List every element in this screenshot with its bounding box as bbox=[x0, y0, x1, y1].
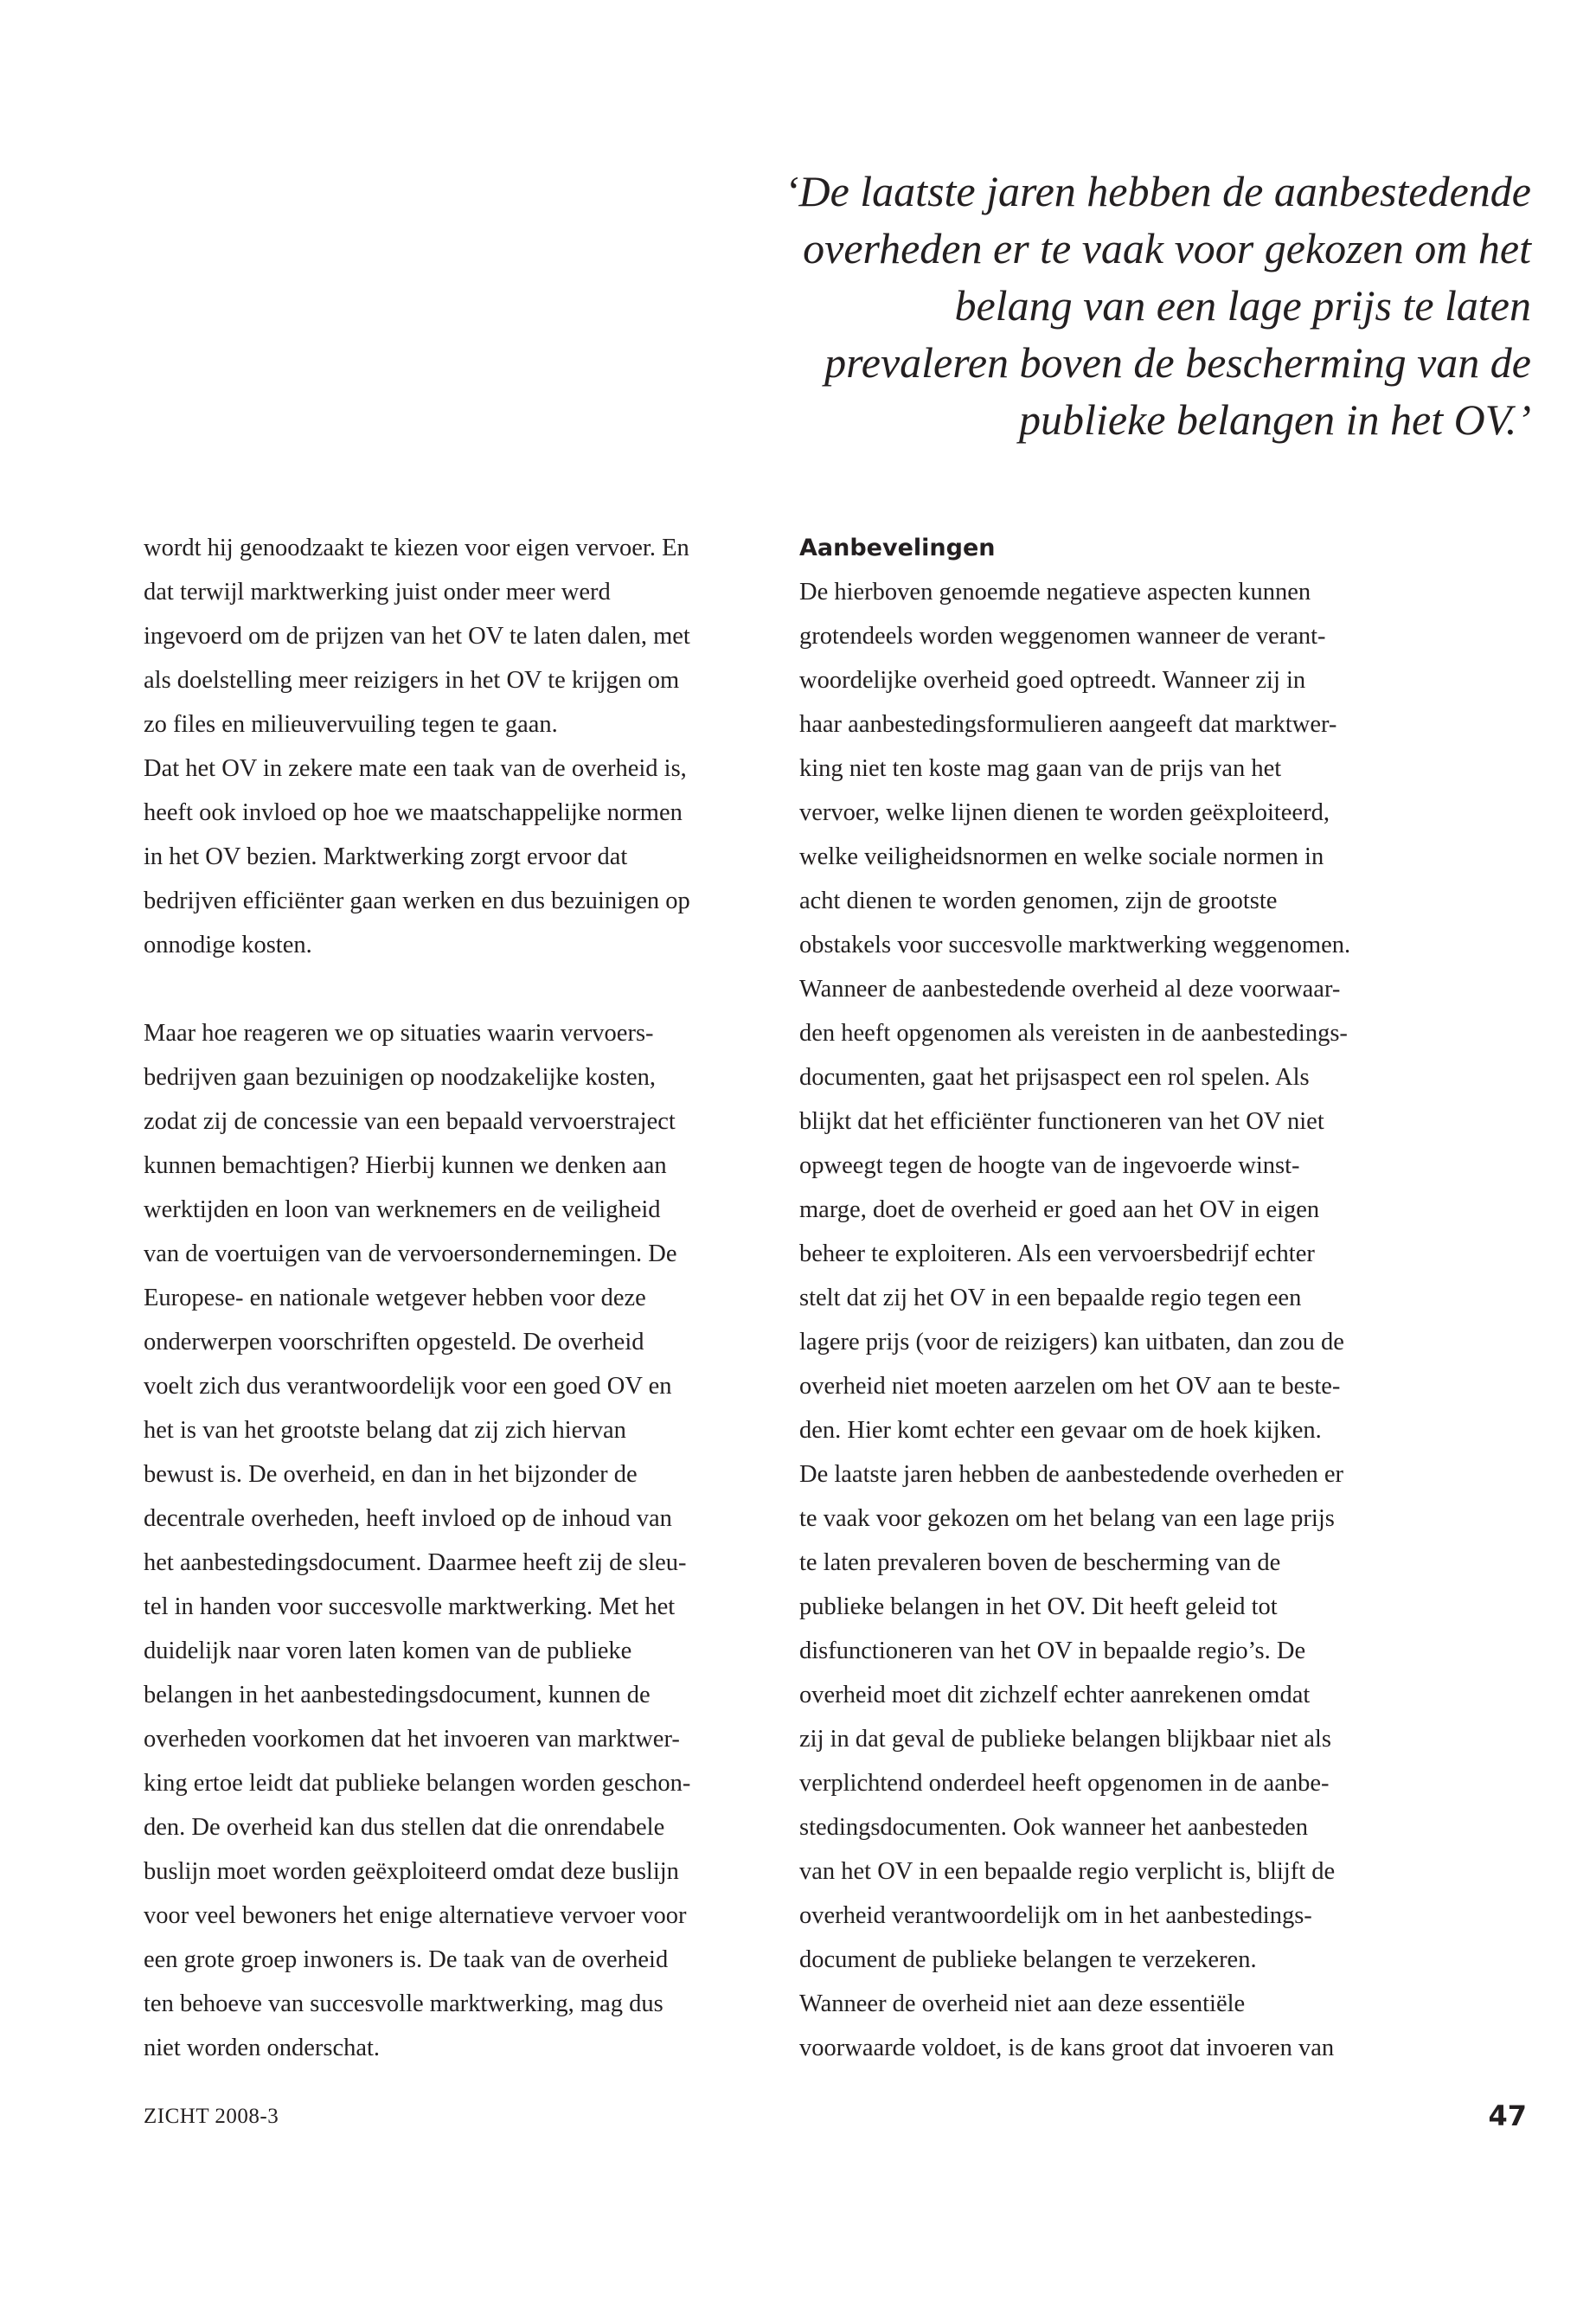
text-line: voor veel bewoners het enige alternatieve vervoer voor bbox=[144, 1902, 687, 1929]
text-line: overheden voorkomen dat het invoeren van marktwer- bbox=[144, 1726, 680, 1753]
text-line: het is van het grootste belang dat zij zich hiervan bbox=[144, 1417, 626, 1444]
text-line: den. De overheid kan dus stellen dat die onrendabele bbox=[144, 1814, 665, 1841]
text-line: grotendeels worden weggenomen wanneer de verant- bbox=[799, 623, 1326, 650]
page-number: 47 bbox=[1488, 2099, 1527, 2132]
text-line: blijkt dat het efficiënter functioneren van het OV niet bbox=[799, 1108, 1324, 1135]
text-line: stedingsdocumenten. Ook wanneer het aanbesteden bbox=[799, 1814, 1309, 1841]
text-line: verplichtend onderdeel heeft opgenomen in de aanbe- bbox=[799, 1770, 1330, 1797]
text-line: document de publieke belangen te verzekeren. bbox=[799, 1946, 1257, 1973]
text-line: zo files en milieuvervuiling tegen te gaan. bbox=[144, 711, 558, 738]
text-line: kunnen bemachtigen? Hierbij kunnen we denken aan bbox=[144, 1152, 667, 1179]
text-line: vervoer, welke lijnen dienen te worden geëxploiteerd, bbox=[799, 799, 1330, 826]
text-line: zij in dat geval de publieke belangen blijkbaar niet als bbox=[799, 1726, 1331, 1753]
text-line: belangen in het aanbestedingsdocument, kunnen de bbox=[144, 1682, 651, 1708]
text-line: den heeft opgenomen als vereisten in de aanbestedings- bbox=[799, 1020, 1348, 1047]
text-line: buslijn moet worden geëxploiteerd omdat deze buslijn bbox=[144, 1858, 679, 1885]
text-line: marge, doet de overheid er goed aan het OV in eigen bbox=[799, 1196, 1320, 1223]
right-column bbox=[799, 526, 1405, 2070]
text-line: wordt hij genoodzaakt te kiezen voor eigen vervoer. En bbox=[144, 535, 689, 561]
paragraph-2 bbox=[144, 747, 749, 967]
text-line: tel in handen voor succesvolle marktwerking. Met het bbox=[144, 1593, 676, 1620]
text-line: overheid niet moeten aarzelen om het OV aan te beste- bbox=[799, 1373, 1341, 1400]
text-line: decentrale overheden, heeft invloed op de inhoud van bbox=[144, 1505, 672, 1532]
text-line: in het OV bezien. Marktwerking zorgt ervoor dat bbox=[144, 843, 628, 870]
text-line: stelt dat zij het OV in een bepaalde regio tegen een bbox=[799, 1285, 1302, 1311]
text-line: overheid moet dit zichzelf echter aanrekenen omdat bbox=[799, 1682, 1311, 1708]
text-line: De laatste jaren hebben de aanbestedende overheden er bbox=[799, 1461, 1344, 1488]
text-line: lagere prijs (voor de reizigers) kan uitbaten, dan zou de bbox=[799, 1329, 1344, 1356]
paragraph-3 bbox=[144, 1011, 749, 2070]
text-line: Wanneer de aanbestedende overheid al deze voorwaar- bbox=[799, 976, 1341, 1003]
text-line: haar aanbestedingsformulieren aangeeft dat marktwer- bbox=[799, 711, 1337, 738]
paragraph-gap bbox=[144, 967, 749, 1011]
text-line: obstakels voor succesvolle marktwerking weggenomen. bbox=[799, 932, 1351, 958]
pull-quote bbox=[761, 163, 1531, 448]
text-line: dat terwijl marktwerking juist onder meer werd bbox=[144, 579, 611, 606]
pull-quote-line: publieke belangen in het OV.’ bbox=[1019, 395, 1531, 444]
text-line: Maar hoe reageren we op situaties waarin vervoers- bbox=[144, 1020, 654, 1047]
text-line: De hierboven genoemde negatieve aspecten kunnen bbox=[799, 579, 1311, 606]
text-line: heeft ook invloed op hoe we maatschappelijke normen bbox=[144, 799, 683, 826]
text-line: van de voertuigen van de vervoersondernemingen. De bbox=[144, 1240, 677, 1267]
text-line: disfunctioneren van het OV in bepaalde regio’s. De bbox=[799, 1638, 1306, 1664]
pull-quote-line: overheden er te vaak voor gekozen om het bbox=[803, 224, 1531, 272]
text-line: welke veiligheidsnormen en welke sociale normen in bbox=[799, 843, 1324, 870]
text-line: te laten prevaleren boven de bescherming van de bbox=[799, 1549, 1281, 1576]
left-column bbox=[144, 526, 749, 2070]
text-line: onderwerpen voorschriften opgesteld. De overheid bbox=[144, 1329, 644, 1356]
text-line: ten behoeve van succesvolle marktwerking, mag dus bbox=[144, 1990, 663, 2017]
text-line: van het OV in een bepaalde regio verplicht is, blijft de bbox=[799, 1858, 1336, 1885]
text-line: bewust is. De overheid, en dan in het bijzonder de bbox=[144, 1461, 638, 1488]
text-line: Dat het OV in zekere mate een taak van de overheid is, bbox=[144, 755, 687, 782]
text-line: Europese- en nationale wetgever hebben voor deze bbox=[144, 1285, 646, 1311]
pull-quote-line: ‘De laatste jaren hebben de aanbestedende bbox=[784, 167, 1531, 215]
text-line: opweegt tegen de hoogte van de ingevoerde winst- bbox=[799, 1152, 1300, 1179]
text-line: documenten, gaat het prijsaspect een rol spelen. Als bbox=[799, 1064, 1310, 1091]
text-line: overheid verantwoordelijk om in het aanbestedings- bbox=[799, 1902, 1312, 1929]
text-line: niet worden onderschat. bbox=[144, 2035, 381, 2061]
text-line: ingevoerd om de prijzen van het OV te laten dalen, met bbox=[144, 623, 690, 650]
text-line: voorwaarde voldoet, is de kans groot dat invoeren van bbox=[799, 2035, 1335, 2061]
section-heading: Aanbevelingen bbox=[799, 535, 996, 561]
paragraph-1 bbox=[144, 526, 749, 747]
text-line: acht dienen te worden genomen, zijn de grootste bbox=[799, 888, 1278, 914]
text-line: bedrijven efficiënter gaan werken en dus bezuinigen op bbox=[144, 888, 690, 914]
text-line: woordelijke overheid goed optreedt. Wanneer zij in bbox=[799, 667, 1306, 694]
publication-footer: ZICHT 2008-3 bbox=[144, 2105, 279, 2128]
text-line: duidelijk naar voren laten komen van de publieke bbox=[144, 1638, 632, 1664]
pull-quote-line: belang van een lage prijs te laten bbox=[954, 281, 1531, 330]
text-line: onnodige kosten. bbox=[144, 932, 312, 958]
text-line: bedrijven gaan bezuinigen op noodzakelijke kosten, bbox=[144, 1064, 656, 1091]
text-line: Wanneer de overheid niet aan deze essentiële bbox=[799, 1990, 1246, 2017]
text-line: het aanbestedingsdocument. Daarmee heeft zij de sleu- bbox=[144, 1549, 687, 1576]
text-line: king ertoe leidt dat publieke belangen worden geschon- bbox=[144, 1770, 691, 1797]
text-line: beheer te exploiteren. Als een vervoersbedrijf echter bbox=[799, 1240, 1315, 1267]
text-line: een grote groep inwoners is. De taak van de overheid bbox=[144, 1946, 669, 1973]
text-line: king niet ten koste mag gaan van de prijs van het bbox=[799, 755, 1282, 782]
text-line: te vaak voor gekozen om het belang van een lage prijs bbox=[799, 1505, 1335, 1532]
text-line: den. Hier komt echter een gevaar om de hoek kijken. bbox=[799, 1417, 1322, 1444]
text-line: publieke belangen in het OV. Dit heeft geleid tot bbox=[799, 1593, 1278, 1620]
recommendations-paragraph bbox=[799, 570, 1405, 2070]
text-line: zodat zij de concessie van een bepaald vervoerstraject bbox=[144, 1108, 676, 1135]
text-line: voelt zich dus verantwoordelijk voor een goed OV en bbox=[144, 1373, 672, 1400]
text-line: als doelstelling meer reizigers in het OV te krijgen om bbox=[144, 667, 680, 694]
pull-quote-line: prevaleren boven de bescherming van de bbox=[824, 338, 1531, 387]
text-line: werktijden en loon van werknemers en de veiligheid bbox=[144, 1196, 661, 1223]
